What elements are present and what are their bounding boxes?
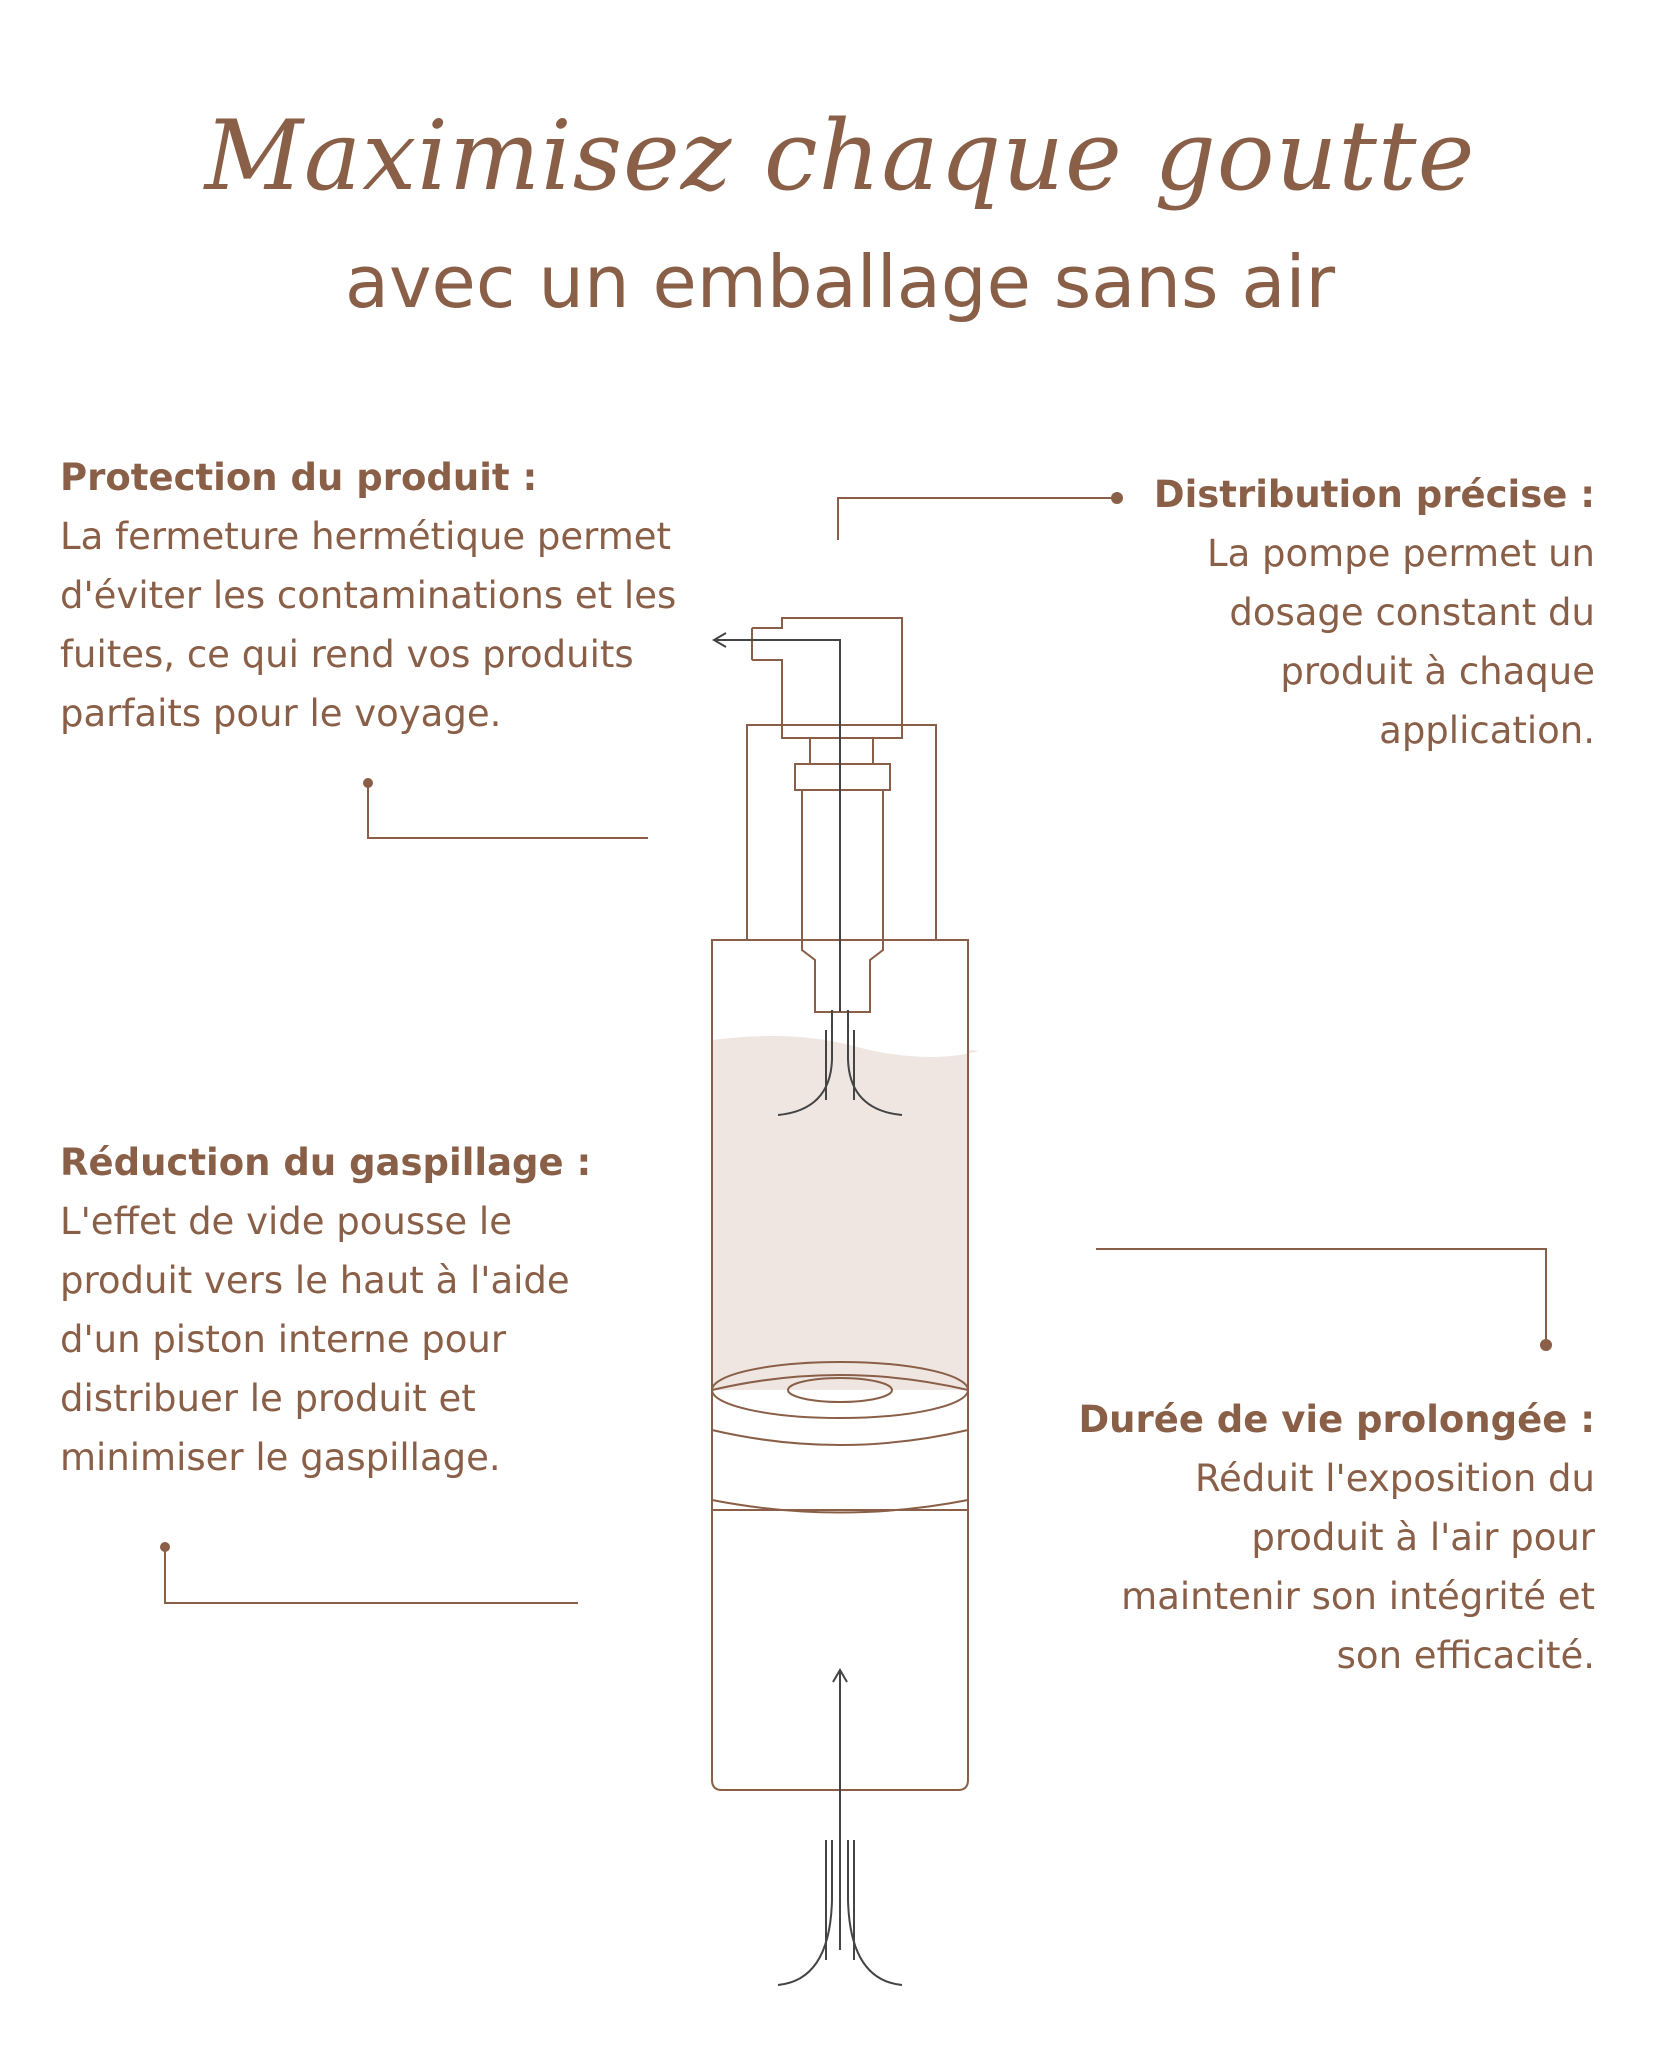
pump-head (752, 618, 902, 738)
feature-duree-body: Réduit l'exposition du produit à l'air pour maintenir son intégrité et son efficacité. (1121, 1457, 1595, 1677)
feature-reduction-heading: Réduction du gaspillage : (60, 1141, 592, 1184)
pump-stem (795, 764, 890, 1012)
feature-reduction-body: L'effet de vide pousse le produit vers le haut à l'aide d'un piston interne pour distribuer le produit et minimiser le gaspillage. (60, 1200, 570, 1479)
pump-collar (810, 738, 873, 764)
feature-reduction (60, 1133, 620, 1487)
feature-distribution-body: La pompe permet un dosage constant du produit à chaque application. (1206, 532, 1595, 752)
feature-protection-body: La fermeture hermétique permet d'éviter les contaminations et les fuites, ce qui rend vos produits parfaits pour le voyage. (60, 515, 677, 735)
feature-distribution (1035, 465, 1595, 760)
feature-distribution-heading: Distribution précise : (1153, 473, 1595, 516)
connector-reduction (165, 1547, 578, 1603)
connector-protection (368, 783, 648, 838)
title-script: Maximisez chaque goutte (204, 100, 1476, 212)
bottle-shoulder (747, 725, 936, 940)
title-subtitle: avec un emballage sans air (344, 240, 1336, 324)
connector-duree (1096, 1249, 1546, 1345)
dispense-arrow (714, 640, 840, 1012)
feature-duree (1035, 1390, 1595, 1685)
product-fill (712, 1036, 977, 1390)
feature-protection-heading: Protection du produit : (60, 456, 538, 499)
feature-protection (60, 448, 700, 743)
feature-duree-heading: Durée de vie prolongée : (1078, 1398, 1595, 1441)
